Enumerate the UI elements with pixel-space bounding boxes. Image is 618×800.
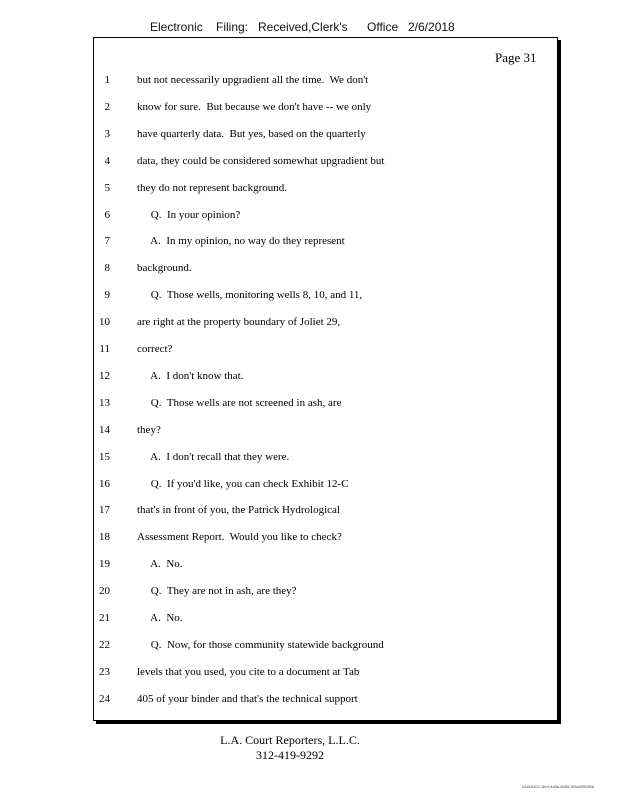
transcript-line <box>0 585 556 601</box>
line-number: 24 <box>99 692 110 705</box>
header-electronic: Electronic <box>150 20 203 34</box>
line-text: correct? <box>137 343 173 355</box>
line-text: but not necessarily upgradient all the time. We don't <box>137 74 369 86</box>
transcript-line <box>0 504 556 520</box>
line-text: 405 of your binder and that's the technical support <box>137 692 358 705</box>
line-number: 17 <box>99 504 110 517</box>
reporter-phone: 312-419-9292 <box>256 748 324 762</box>
line-number: 22 <box>99 638 110 651</box>
transcript-line <box>0 182 556 198</box>
line-text: Q. Those wells, monitoring wells 8, 10, and 11, <box>137 289 363 302</box>
transcript-line <box>0 316 556 332</box>
transcript-line <box>0 558 556 574</box>
transcript-line <box>0 451 556 467</box>
line-number: 8 <box>104 262 110 275</box>
line-text: that's in front of you, the Patrick Hydrological <box>137 504 340 517</box>
transcript-line <box>0 397 556 413</box>
line-number: 18 <box>99 531 110 544</box>
line-text: A. No. <box>137 612 183 624</box>
line-text: have quarterly data. But yes, based on the quarterly <box>137 127 366 140</box>
transcript-line <box>0 666 556 682</box>
line-text: levels that you used, you cite to a document at Tab <box>137 665 360 678</box>
line-number: 16 <box>99 477 110 490</box>
transcript-line <box>0 343 556 359</box>
line-text: Q. They are not in ash, are they? <box>137 585 297 598</box>
transcript-line <box>0 235 556 251</box>
line-number: 19 <box>99 558 110 571</box>
transcript-line <box>0 478 556 494</box>
line-number: 7 <box>104 235 110 248</box>
line-text: A. I don't recall that they were. <box>137 450 290 463</box>
transcript-line <box>0 424 556 440</box>
header-filing: Filing: <box>216 20 249 34</box>
line-number: 20 <box>99 585 110 598</box>
transcript-line <box>0 209 556 225</box>
line-text: data, they could be considered somewhat upgradient but <box>137 154 385 167</box>
transcript-line <box>0 262 556 278</box>
line-number: 4 <box>104 154 110 167</box>
line-text: they do not represent background. <box>137 181 287 194</box>
line-text: Q. Those wells are not screened in ash, are <box>137 396 342 409</box>
line-number: 14 <box>99 423 110 436</box>
line-number: 23 <box>99 665 110 678</box>
line-text: A. I don't know that. <box>137 369 244 382</box>
reporter-name: L.A. Court Reporters, L.L.C. <box>220 733 360 747</box>
line-text: know for sure. But because we don't have -- we only <box>137 100 372 113</box>
transcript-line <box>0 289 556 305</box>
line-text: are right at the property boundary of Joliet 29, <box>137 316 341 329</box>
header-date: 2/6/2018 <box>408 20 455 34</box>
transcript-line <box>0 74 556 90</box>
line-number: 9 <box>104 289 110 302</box>
header-received: Received,Clerk's <box>258 20 348 34</box>
page-number: Page 31 <box>495 50 537 65</box>
transcript-line <box>0 612 556 628</box>
line-number: 21 <box>99 612 110 624</box>
line-number: 13 <box>99 396 110 409</box>
transcript-line <box>0 639 556 655</box>
transcript-line <box>0 693 556 709</box>
line-number: 12 <box>99 369 110 382</box>
transcript-line <box>0 531 556 547</box>
line-text: Assessment Report. Would you like to check? <box>137 531 342 544</box>
line-text: Q. If you'd like, you can check Exhibit 12-C <box>137 477 349 490</box>
line-number: 6 <box>104 208 110 221</box>
document-hash: 546c5102-1fe4-4d5a-8b55-f00a3952896 <box>522 784 594 789</box>
transcript-line <box>0 370 556 386</box>
transcript-line <box>0 155 556 171</box>
line-text: A. In my opinion, no way do they represent <box>137 235 345 248</box>
line-text: background. <box>137 262 192 275</box>
line-number: 15 <box>99 450 110 463</box>
transcript-line <box>0 128 556 144</box>
line-text: Q. In your opinion? <box>137 208 241 221</box>
line-number: 3 <box>104 127 110 140</box>
line-number: 2 <box>104 100 110 113</box>
line-text: A. No. <box>137 558 183 571</box>
line-number: 1 <box>104 74 110 86</box>
line-text: they? <box>137 423 161 436</box>
filing-header <box>0 20 618 36</box>
line-number: 5 <box>104 181 110 194</box>
transcript-line <box>0 101 556 117</box>
line-text: Q. Now, for those community statewide background <box>137 638 384 651</box>
header-office: Office <box>367 20 399 34</box>
line-number: 10 <box>99 316 110 329</box>
line-number: 11 <box>99 343 110 355</box>
